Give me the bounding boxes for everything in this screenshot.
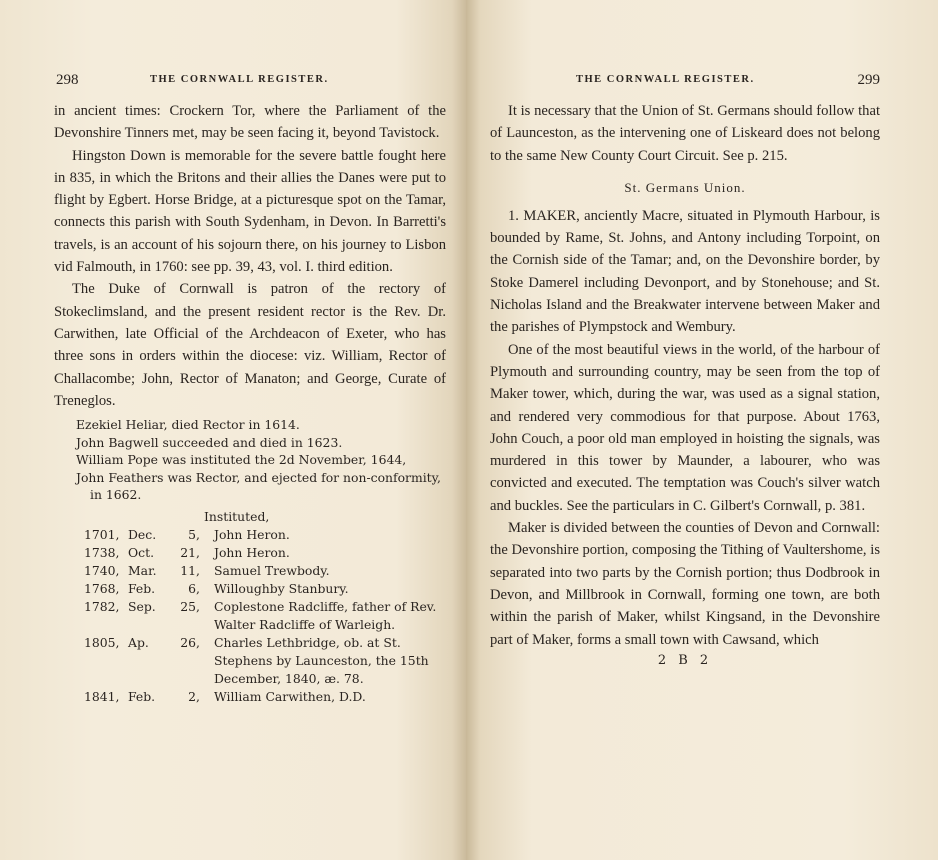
year-cell: 1740,: [84, 562, 120, 578]
day-cell: 6,: [188, 580, 200, 596]
year-cell: 1701,: [84, 526, 120, 542]
year-cell: 1768,: [84, 580, 120, 596]
list-item: William Pope was instituted the 2d November, 1644,: [76, 452, 407, 468]
table-row: [84, 544, 446, 562]
name-cell: Samuel Trewbody.: [214, 562, 330, 578]
rector-list: [76, 416, 446, 504]
paragraph: The Duke of Cornwall is patron of the rectory of Stokeclimsland, and the present resident rector is the Rev. Dr. Carwithen, late Official of the Archdeacon of Exeter, who has three sons in orders within the diocese: viz. William, Rector of Challacombe; John, Rector of Manaton; and George, Curate of Treneglos.: [54, 281, 446, 409]
day-cell: 21,: [180, 544, 200, 560]
month-cell: Ap.: [128, 634, 149, 650]
day-cell: 25,: [180, 598, 200, 614]
left-page-body: [54, 100, 446, 412]
name-cell: William Carwithen, D.D.: [214, 688, 366, 704]
left-page-header: [54, 72, 446, 92]
month-cell: Feb.: [128, 688, 156, 704]
table-row: [84, 598, 446, 634]
table-row: [84, 562, 446, 580]
right-page: [466, 0, 938, 860]
instituted-table: [84, 526, 446, 706]
month-cell: Mar.: [128, 562, 157, 578]
right-page-header: [490, 72, 880, 92]
name-cell: John Heron.: [214, 544, 290, 560]
table-row: [84, 688, 446, 706]
list-item: John Feathers was Rector, and ejected for non-conformity, in 1662.: [76, 469, 441, 503]
month-cell: Feb.: [128, 580, 156, 596]
list-item: Ezekiel Heliar, died Rector in 1614.: [76, 417, 300, 433]
name-cell: Willoughby Stanbury.: [214, 580, 349, 596]
left-page: [0, 0, 466, 860]
right-page-body: [490, 100, 880, 651]
table-row: [84, 580, 446, 598]
page-number: 299: [857, 72, 880, 88]
table-row: [84, 634, 446, 688]
month-cell: Oct.: [128, 544, 155, 560]
table-row: [84, 526, 446, 544]
name-cell: Coplestone Radcliffe, father of Rev. Walter Radcliffe of Warleigh.: [214, 598, 437, 632]
name-cell: Charles Lethbridge, ob. at St. Stephens by Launceston, the 15th December, 1840, æ. 78.: [214, 634, 429, 686]
name-cell: John Heron.: [214, 526, 290, 542]
day-cell: 2,: [188, 688, 200, 704]
paragraph: 1. MAKER, anciently Macre, situated in Plymouth Harbour, is bounded by Rame, St. Johns, and Antony including Torpoint, on the Cornish side of the Tamar; and, on the Devonshire border, by Stoke Damerel including Devonport, and by Stonehouse; and St. Nicholas Island and the Breakwater intervene between Maker and the parishes of Plympstock and Wembury.: [490, 207, 880, 336]
section-heading: St. Germans Union.: [624, 179, 746, 195]
running-head: THE CORNWALL REGISTER.: [150, 74, 329, 85]
list-item: John Bagwell succeeded and died in 1623.: [76, 434, 343, 450]
month-cell: Dec.: [128, 526, 157, 542]
instituted-heading: Instituted,: [204, 508, 270, 524]
paragraph: Hingston Down is memorable for the severe battle fought here in 835, in which the Britons and their allies the Danes were put to flight by Egbert. Horse Bridge, at a picturesque spot on the Tamar, connects this parish with South Sydenham, in Devon. In Barretti's travels, is an account of his sojourn there, on his journey to Lisbon vid Falmouth, in 1760: see pp. 39, 43, vol. I. third edition.: [54, 147, 446, 276]
paragraph: in ancient times: Crockern Tor, where the Parliament of the Devonshire Tinners met, may be seen facing it, beyond Tavistock.: [54, 103, 446, 142]
paragraph: Maker is divided between the counties of Devon and Cornwall: the Devonshire portion, composing the Tithing of Vaultershome, is separated into two parts by the Cornish portion; thus Dodbrook in Devon, and Millbrook in Cornwall, forming one town, are both within the parish of Maker, whilst Kingsand, in the Devonshire part of Maker, forms a small town with Cawsand, which: [490, 520, 880, 648]
running-head: THE CORNWALL REGISTER.: [576, 74, 755, 85]
year-cell: 1738,: [84, 544, 120, 560]
year-cell: 1805,: [84, 634, 120, 650]
day-cell: 11,: [180, 562, 200, 578]
day-cell: 5,: [188, 526, 200, 542]
paragraph: One of the most beautiful views in the world, of the harbour of Plymouth and surrounding country, may be seen from the top of Maker tower, which, during the war, was used as a signal station, and rendered very commodious for that purpose. About 1763, John Couch, a poor old man employed in hoisting the signals, was murdered in this tower by Maunder, a labourer, who was convicted and executed. The temptation was Couch's silver watch and buckles. See the particulars in C. Gilbert's Cornwall, p. 381.: [490, 341, 880, 514]
year-cell: 1782,: [84, 598, 120, 614]
year-cell: 1841,: [84, 688, 120, 704]
paragraph: It is necessary that the Union of St. Germans should follow that of Launceston, as the intervening one of Liskeard does not belong to the same New County Court Circuit. See p. 215.: [490, 103, 880, 164]
day-cell: 26,: [180, 634, 200, 650]
signature-mark: 2 B 2: [657, 652, 713, 668]
month-cell: Sep.: [128, 598, 156, 614]
page-number: 298: [56, 72, 79, 88]
